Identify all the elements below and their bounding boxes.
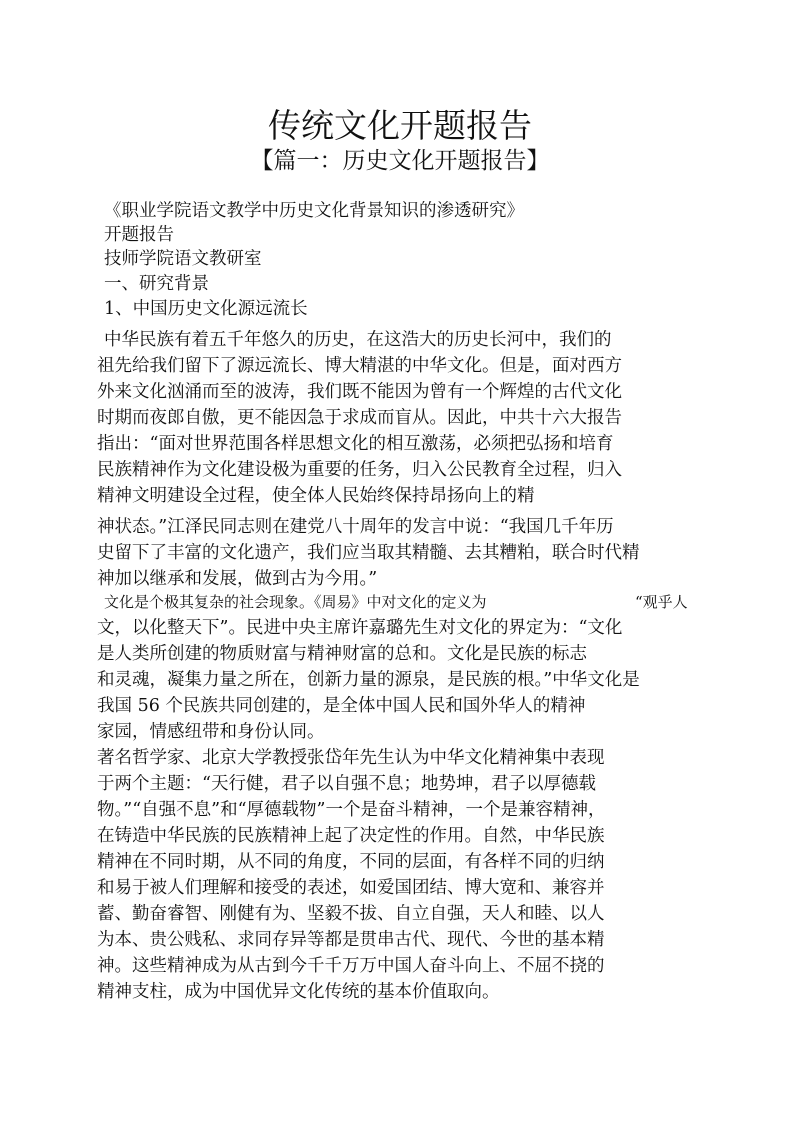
paragraph-line: 物。”“自强不息”和“厚德载物”一个是奋斗精神，一个是兼容精神， <box>97 800 606 820</box>
paragraph-line-fragment: “观乎人 <box>635 593 688 611</box>
paragraph-line: 我国 56 个民族共同创建的，是全体中国人民和国外华人的精神 <box>97 696 586 716</box>
paragraph-line: 中华民族有着五千年悠久的历史，在这浩大的历史长河中，我们的 <box>104 330 612 350</box>
paragraph-line: 《职业学院语文教学中历史文化背景知识的渗透研究》 <box>104 201 524 221</box>
paragraph-line: 指出：“面对世界范围各样思想文化的相互激荡，必须把弘扬和培育 <box>97 434 614 454</box>
paragraph-line: 家园，情感纽带和身份认同。 <box>97 722 325 742</box>
paragraph-line: 精神在不同时期，从不同的角度，不同的层面，有各样不同的归纳 <box>97 852 605 872</box>
paragraph-line: 在铸造中华民族的民族精神上起了决定性的作用。自然，中华民族 <box>97 826 605 846</box>
paragraph-line: 文化是个极其复杂的社会现象。《周易》中对文化的定义为 <box>104 593 487 611</box>
paragraph-line: 文，以化整天下”。民进中央主席许嘉璐先生对文化的界定为：“文化 <box>97 618 623 638</box>
paragraph-line: 开题报告 <box>104 225 174 245</box>
subsection-heading: 1、中国历史文化源远流长 <box>104 299 308 319</box>
paragraph-line: 是人类所创建的物质财富与精神财富的总和。文化是民族的标志 <box>97 644 587 664</box>
paragraph-line: 蓄、勤奋睿智、刚健有为、坚毅不拔、自立自强，天人和睦、以人 <box>97 904 605 924</box>
paragraph-line: 著名哲学家、北京大学教授张岱年先生认为中华文化精神集中表现 <box>97 748 605 768</box>
paragraph-line: 精神文明建设全过程，使全体人民始终保持昂扬向上的精 <box>97 486 535 506</box>
paragraph-line: 技师学院语文教研室 <box>104 249 262 269</box>
paragraph-line: 外来文化汹涌而至的波涛，我们既不能因为曾有一个辉煌的古代文化 <box>97 382 622 402</box>
paragraph-line: 和易于被人们理解和接受的表述，如爱国团结、博大宽和、兼容并 <box>97 878 605 898</box>
paragraph-line: 神状态。”江泽民同志则在建党八十周年的发言中说：“我国几千年历 <box>97 517 614 537</box>
section-heading: 一、研究背景 <box>104 274 209 294</box>
paragraph-line: 为本、贵公贱私、求同存异等都是贯串古代、现代、今世的基本精 <box>97 930 605 950</box>
document-subtitle: 【篇一：历史文化开题报告】 <box>250 148 550 174</box>
paragraph-line: 史留下了丰富的文化遗产，我们应当取其精髓、去其糟粕，联合时代精 <box>97 543 640 563</box>
paragraph-line: 于两个主题：“天行健，君子以自强不息；地势坤，君子以厚德载 <box>97 774 596 794</box>
paragraph-line: 神加以继承和发展，做到古为今用。” <box>97 569 378 589</box>
paragraph-line: 祖先给我们留下了源远流长、博大精湛的中华文化。但是，面对西方 <box>97 356 622 376</box>
paragraph-line: 神。这些精神成为从古到今千千万万中国人奋斗向上、不屈不挠的 <box>97 956 605 976</box>
paragraph-line: 时期而夜郎自傲，更不能因急于求成而盲从。因此，中共十六大报告 <box>97 408 622 428</box>
paragraph-line: 民族精神作为文化建设极为重要的任务，归入公民教育全过程，归入 <box>97 460 622 480</box>
paragraph-line: 精神支柱，成为中国优异文化传统的基本价值取向。 <box>97 982 500 1002</box>
document-title: 传统文化开题报告 <box>268 106 532 145</box>
paragraph-line: 和灵魂，凝集力量之所在，创新力量的源泉，是民族的根。”中华文化是 <box>97 670 640 690</box>
